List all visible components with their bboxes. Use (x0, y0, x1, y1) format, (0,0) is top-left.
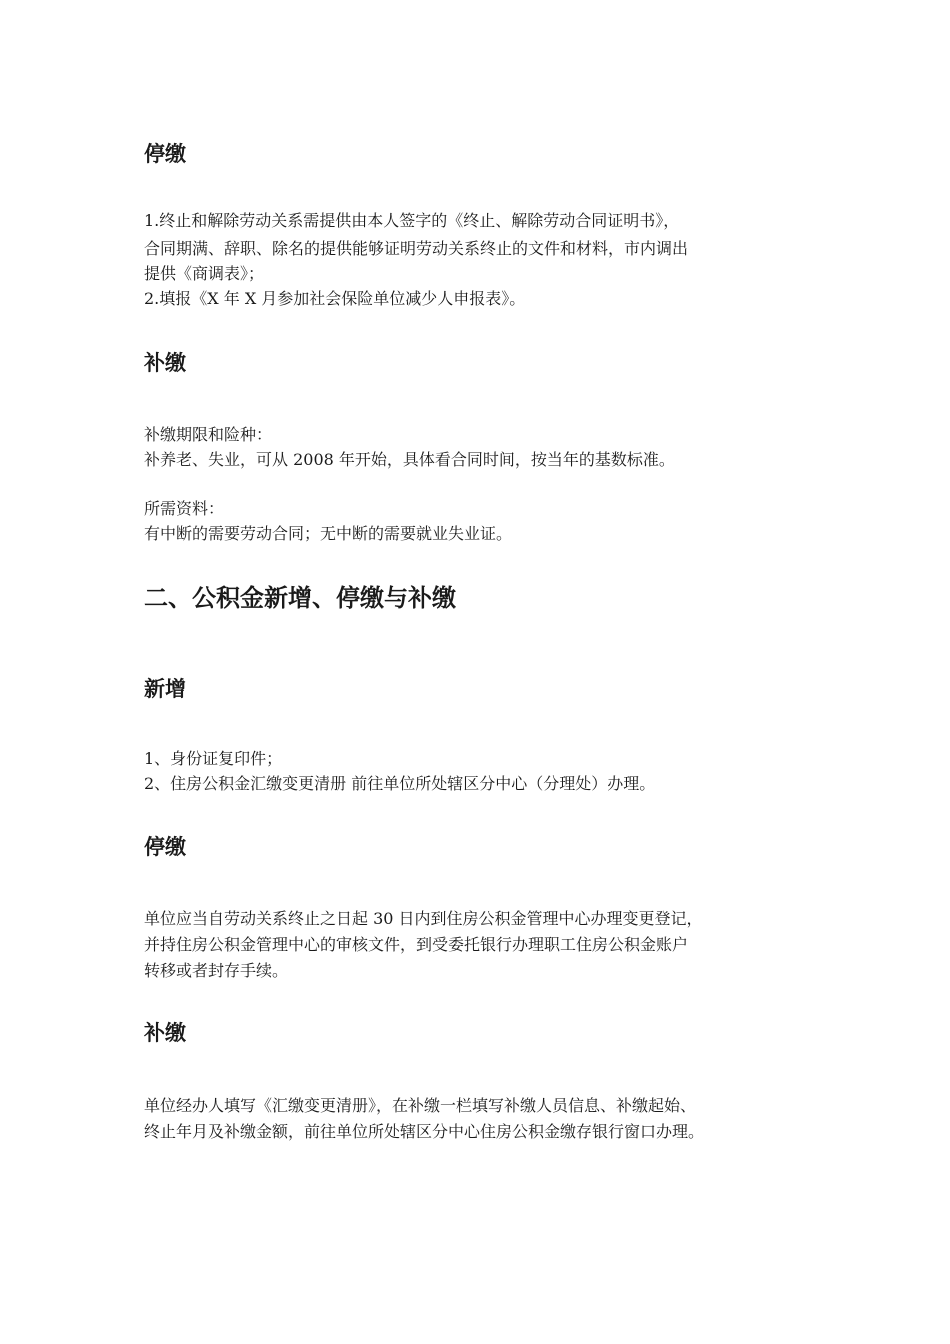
heading-makeup-insurance: 补缴 (144, 351, 186, 375)
fund-stop-line-1: 单位应当自劳动关系终止之日起 30 日内到住房公积金管理中心办理变更登记， (144, 909, 703, 928)
fund-add-line-2: 2、住房公积金汇缴变更清册 前往单位所处辖区分中心（分理处）办理。 (144, 774, 656, 793)
section-title-housing-fund: 二、公积金新增、停缴与补缴 (144, 584, 456, 612)
stop-insurance-line-1: 1.终止和解除劳动关系需提供由本人签字的《终止、解除劳动合同证明书》， (144, 211, 680, 230)
makeup-materials-text: 有中断的需要劳动合同；无中断的需要就业失业证。 (144, 524, 513, 543)
heading-fund-add: 新增 (144, 677, 186, 701)
fund-makeup-line-1: 单位经办人填写《汇缴变更清册》，在补缴一栏填写补缴人员信息、补缴起始、 (144, 1096, 697, 1115)
makeup-period-text: 补养老、失业，可从 2008 年开始，具体看合同时间，按当年的基数标准。 (144, 450, 675, 469)
fund-stop-line-2: 并持住房公积金管理中心的审核文件，到受委托银行办理职工住房公积金账户 (144, 935, 689, 954)
heading-stop-insurance: 停缴 (144, 142, 186, 166)
heading-fund-stop: 停缴 (144, 835, 186, 859)
fund-makeup-line-2: 终止年月及补缴金额，前往单位所处辖区分中心住房公积金缴存银行窗口办理。 (144, 1122, 705, 1141)
makeup-period-label: 补缴期限和险种： (144, 425, 273, 444)
stop-insurance-line-3: 提供《商调表》； (144, 264, 265, 283)
makeup-materials-label: 所需资料： (144, 499, 225, 518)
fund-add-line-1: 1、身份证复印件； (144, 749, 283, 768)
stop-insurance-line-4: 2.填报《X 年 X 月参加社会保险单位减少人申报表》。 (144, 289, 526, 308)
stop-insurance-line-2: 合同期满、辞职、除名的提供能够证明劳动关系终止的文件和材料，市内调出 (144, 239, 689, 258)
heading-fund-makeup: 补缴 (144, 1021, 186, 1045)
fund-stop-line-3: 转移或者封存手续。 (144, 961, 289, 980)
